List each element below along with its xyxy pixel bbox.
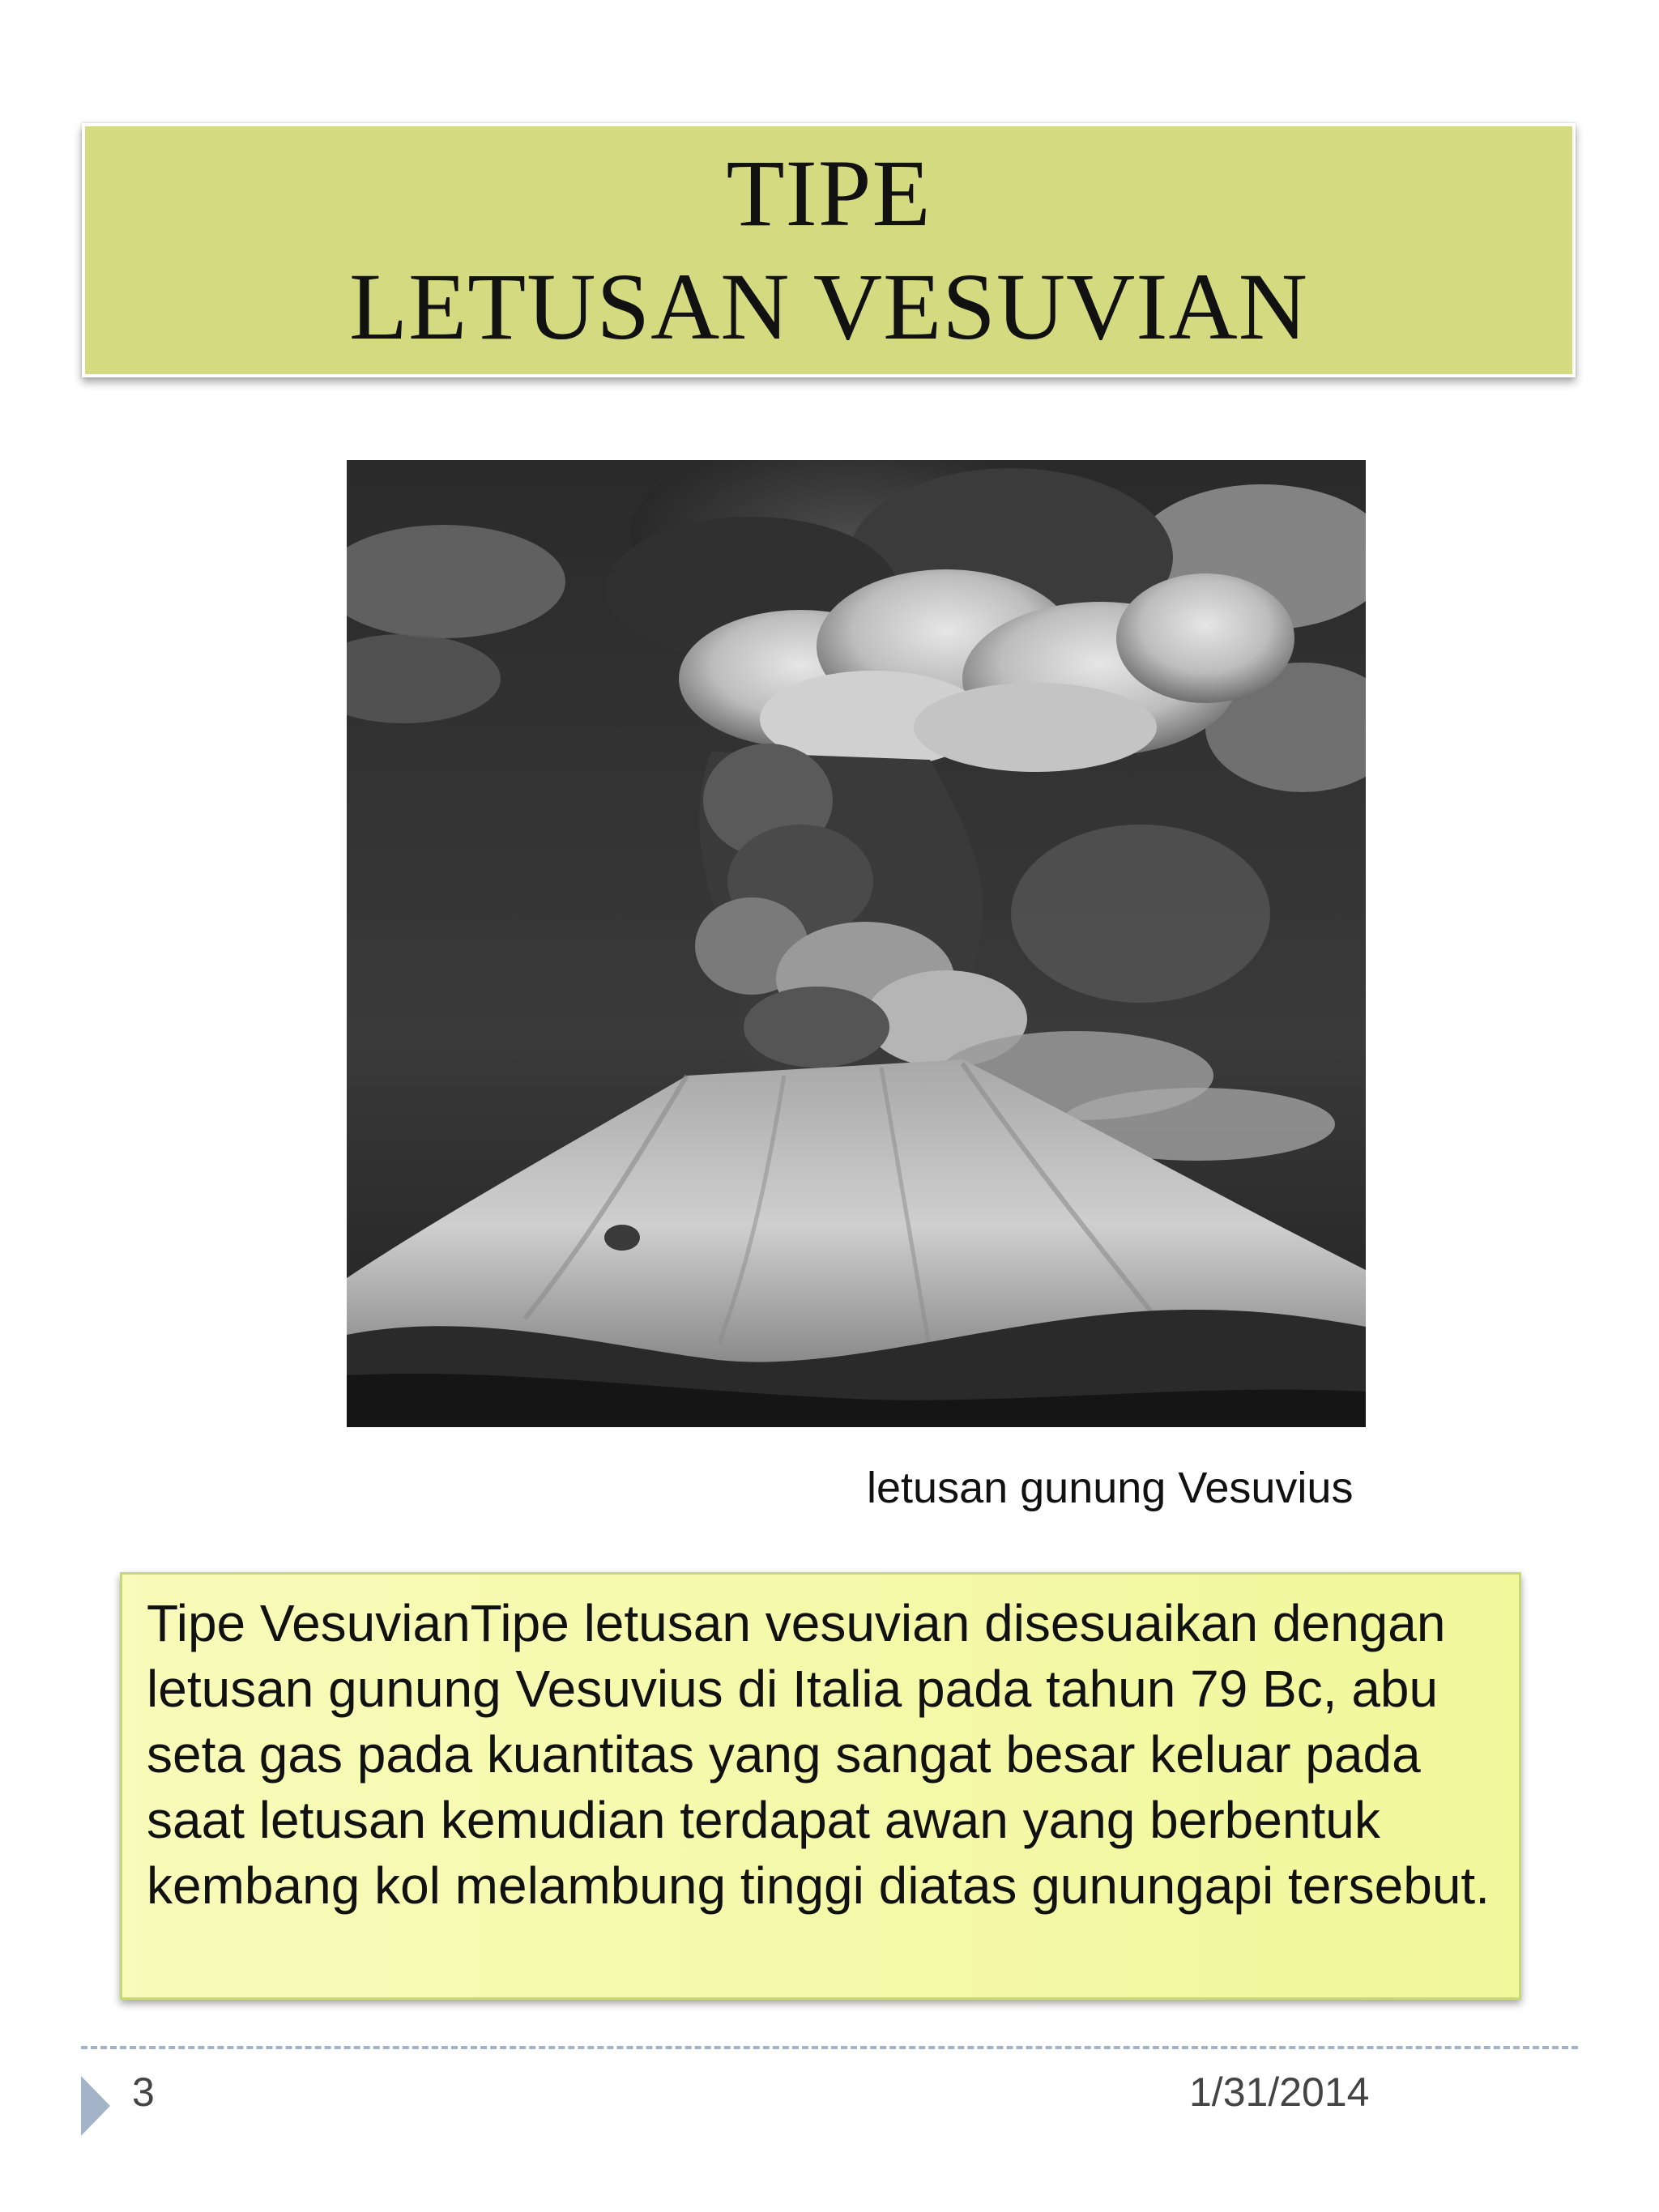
triangle-right-icon xyxy=(81,2076,110,2136)
volcano-eruption-illustration xyxy=(347,460,1366,1427)
volcano-eruption-photo xyxy=(347,460,1366,1427)
footer-date: 1/31/2014 xyxy=(1189,2069,1370,2115)
footer-divider xyxy=(81,2046,1578,2049)
description-text: Tipe VesuvianTipe letusan vesuvian disesuaikan dengan letusan gunung Vesuvius di Italia pada tahun 79 Bc, abu seta gas pada kuantitas yang sangat besar keluar pada saat letusan kemudian terdapat awan yang berbentuk kembang kol melambung tinggi diatas gunungapi tersebut. xyxy=(147,1594,1490,1915)
slide-title-box xyxy=(82,123,1576,377)
slide-title-line-2: LETUSAN VESUVIAN xyxy=(349,254,1308,360)
description-box xyxy=(120,1572,1521,2000)
page-number: 3 xyxy=(132,2069,155,2115)
slide-title-line-1: TIPE xyxy=(726,140,932,246)
image-caption: letusan gunung Vesuvius xyxy=(867,1464,1354,1512)
